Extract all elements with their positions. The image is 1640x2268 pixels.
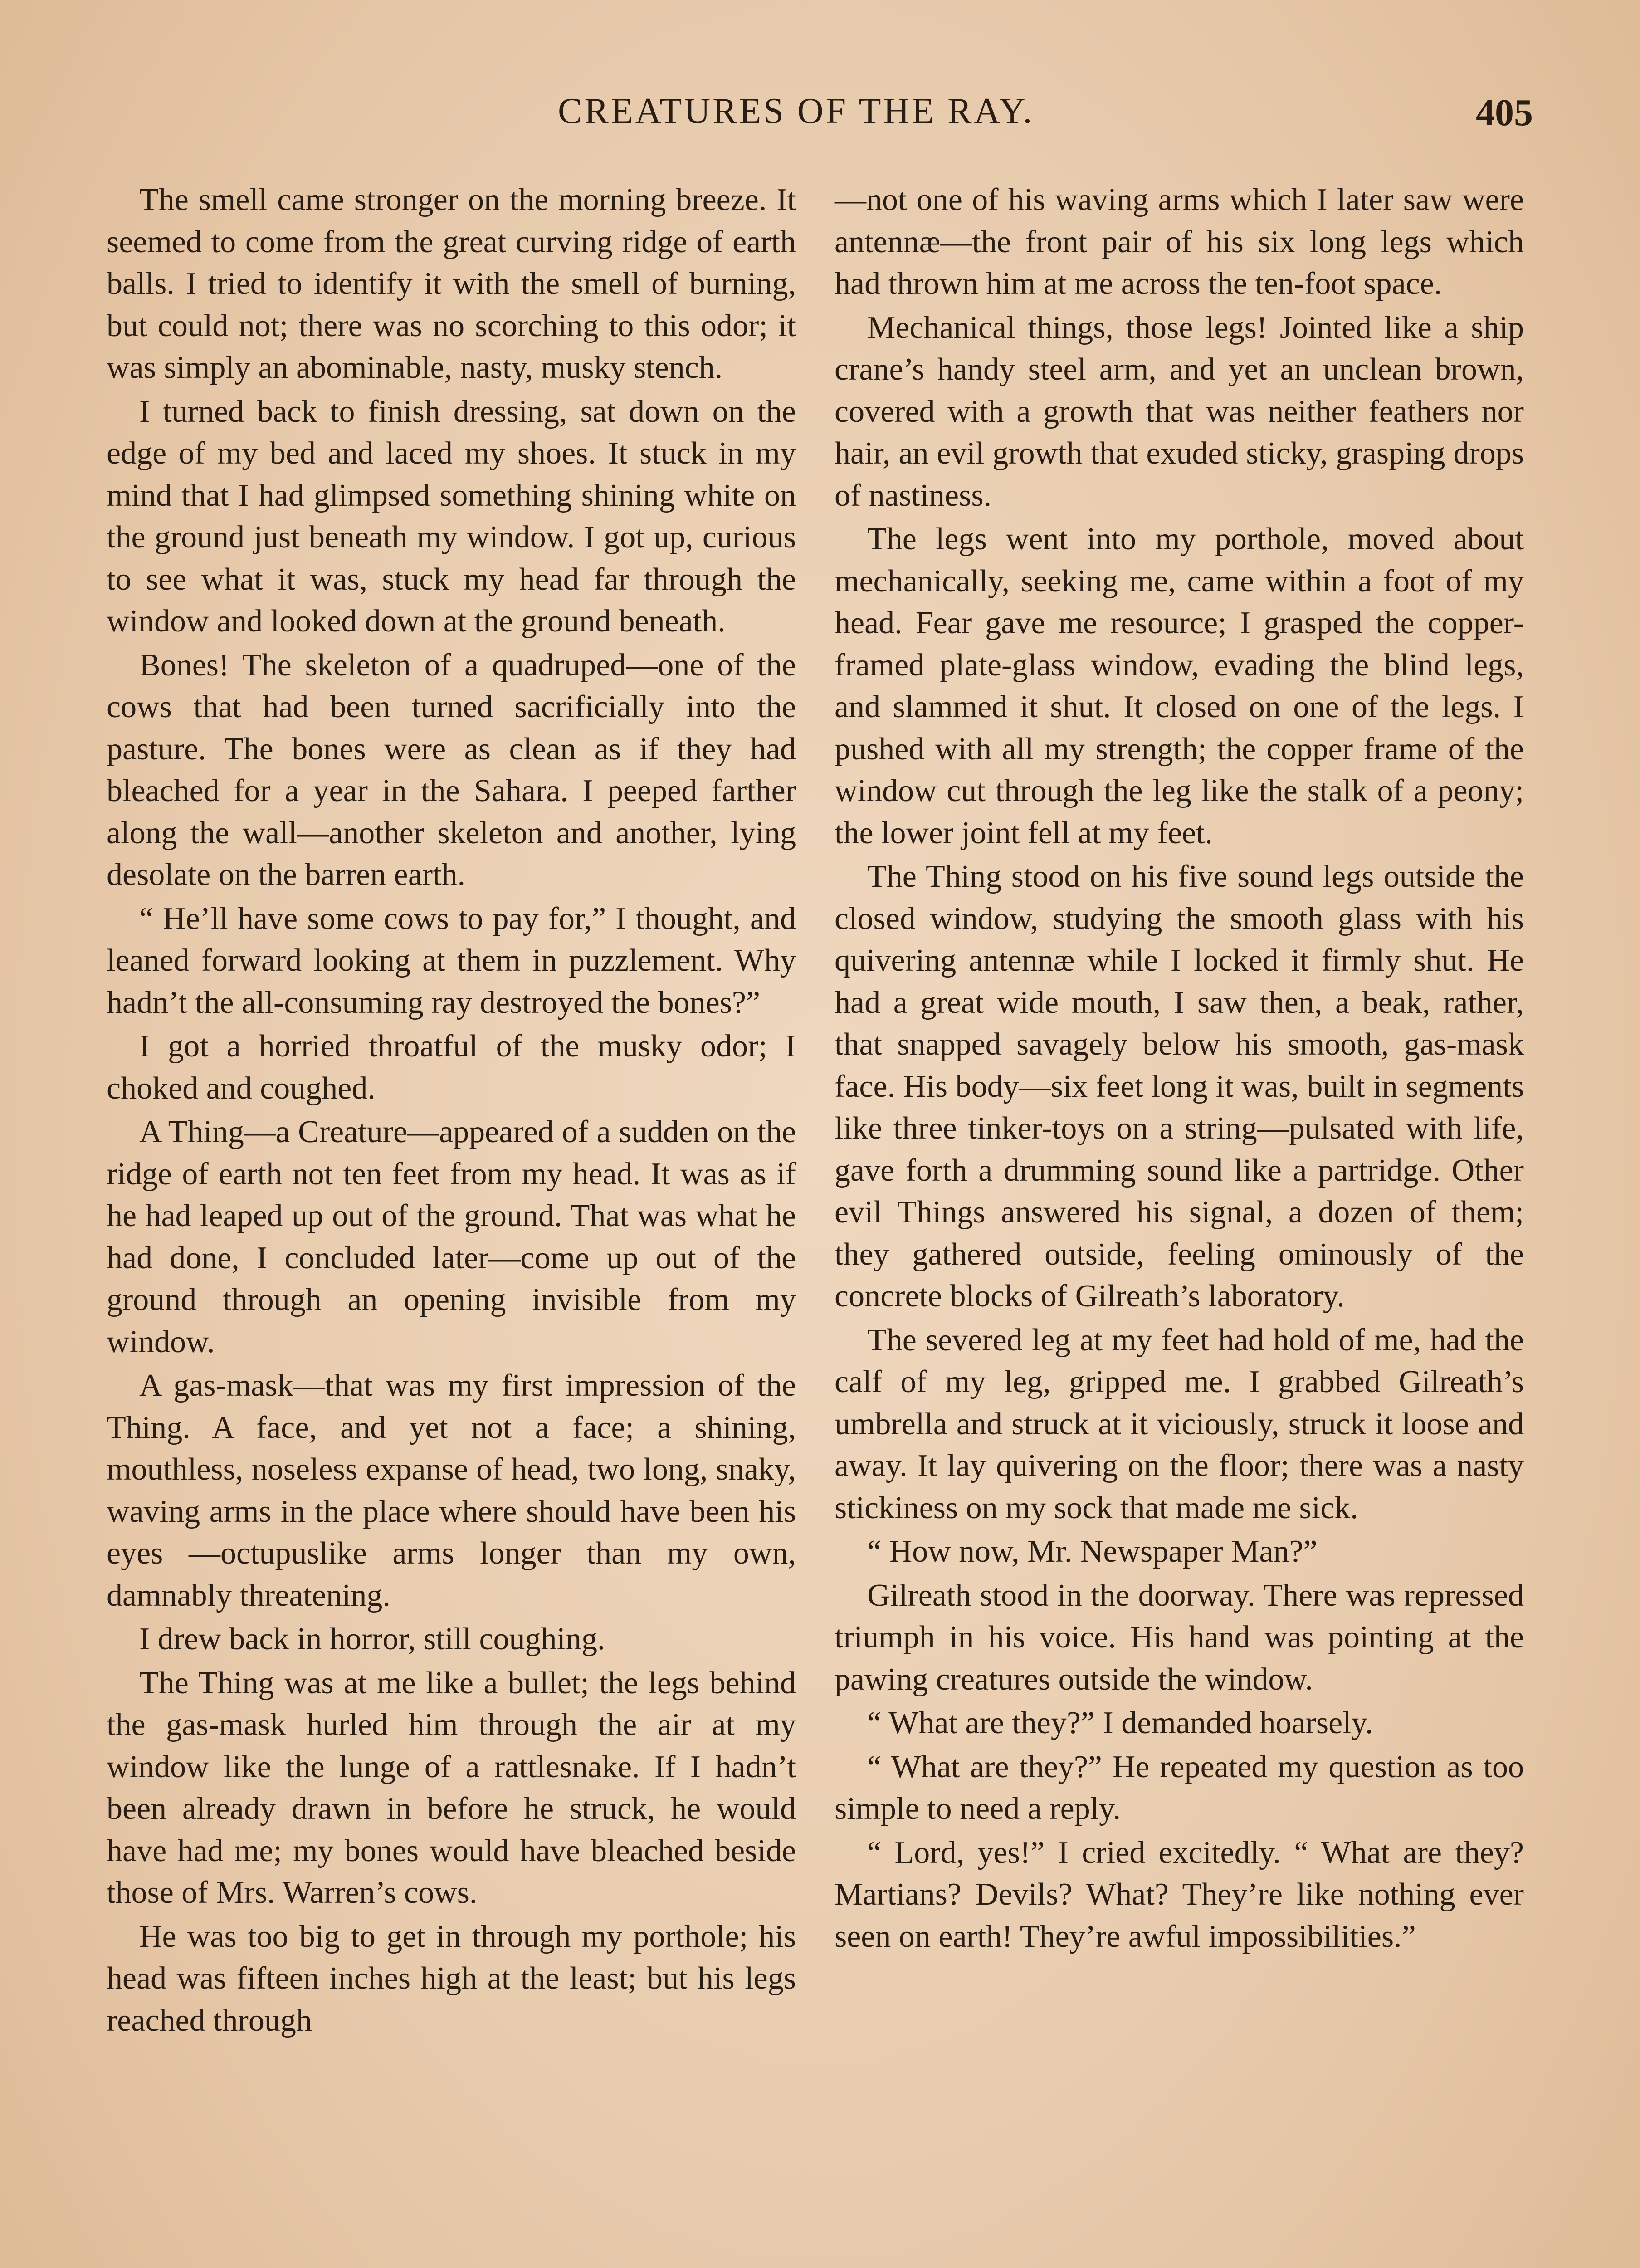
paragraph: I got a horried throatful of the musky odor; I choked and coughed. (107, 1029, 796, 1106)
page-header (113, 91, 1533, 145)
paragraph: “ Lord, yes!” I cried excitedly. “ What are they? Martians? Devils? What? They’re like nothing ever seen on earth! They’re awful impossibilities.” (835, 1835, 1524, 1954)
paragraph: The severed leg at my feet had hold of me, had the calf of my leg, gripped me. I grabbed Gilreath’s umbrella and struck at it viciously, struck it loose and away. It lay quivering on the floor; there was a nasty stickiness on my sock that made me sick. (835, 1322, 1524, 1525)
paragraph: “ How now, Mr. Newspaper Man?” (867, 1534, 1318, 1569)
paragraph: “ What are they?” He repeated my question as too simple to need a reply. (835, 1749, 1524, 1826)
paragraph: I turned back to finish dressing, sat down on the edge of my bed and laced my shoes. It stuck in my mind that I had glimpsed something shining white on the ground just beneath my window. I got up, curious to see what it was, stuck my head far through the window and looked down at the ground beneath. (107, 394, 796, 639)
paragraph: “ What are they?” I demanded hoarsely. (867, 1706, 1373, 1740)
paragraph: A Thing—a Creature—appeared of a sudden on the ridge of earth not ten feet from my head. It was as if he had leaped up out of the ground. That was what he had done, I concluded later—come up out of the ground through an opening invisible from my window. (107, 1114, 796, 1359)
paragraph: A gas-mask—that was my first impression of the Thing. A face, and yet not a face; a shining, mouthless, noseless expanse of head, two long, snaky, waving arms in the place where should have been his eyes —octupuslike arms longer than my own, damnably threatening. (107, 1368, 796, 1613)
paragraph: I drew back in horror, still coughing. (139, 1622, 605, 1657)
page-number: 405 (1476, 92, 1533, 134)
paragraph: The Thing stood on his five sound legs outside the closed window, studying the smooth glass with his quivering antennæ while I locked it firmly shut. He had a great wide mouth, I saw then, a beak, rather, that snapped savagely below his smooth, gas-mask face. His body—six feet long it was, built in segments like three tinker-toys on a string—pulsated with life, gave forth a drumming sound like a partridge. Other evil Things answered his signal, a dozen of them; they gathered outside, feeling ominously of the concrete blocks of Gilreath’s laboratory. (835, 859, 1524, 1314)
paragraph: Gilreath stood in the doorway. There was repressed triumph in his voice. His hand was pointing at the pawing creatures outside the window. (835, 1578, 1524, 1697)
paragraph: Mechanical things, those legs! Jointed like a ship crane’s handy steel arm, and yet an unclean brown, covered with a growth that was neither feathers nor hair, an evil growth that exuded sticky, grasping drops of nastiness. (835, 310, 1524, 513)
paragraph: The Thing was at me like a bullet; the legs behind the gas-mask hurled him through the air at my window like the lunge of a rattlesnake. If I hadn’t been already drawn in before he struck, he would have had me; my bones would have bleached beside those of Mrs. Warren’s cows. (107, 1665, 796, 1910)
running-title: CREATURES OF THE RAY. (558, 91, 1035, 131)
right-text-column (835, 179, 1524, 1960)
paragraph: The legs went into my porthole, moved about mechanically, seeking me, came within a foot of my head. Fear gave me resource; I grasped the copper-framed plate-glass window, evading the blind legs, and slammed it shut. It closed on one of the legs. I pushed with all my strength; the copper frame of the window cut through the leg like the stalk of a peony; the lower joint fell at my feet. (835, 522, 1524, 850)
paragraph: Bones! The skeleton of a quadruped—one of the cows that had been turned sacrificially into the pasture. The bones were as clean as if they had bleached for a year in the Sahara. I peeped farther along the wall—another skeleton and another, lying desolate on the barren earth. (107, 647, 796, 892)
paragraph: “ He’ll have some cows to pay for,” I thought, and leaned forward looking at them in puzzlement. Why hadn’t the all-consuming ray destroyed the bones?” (107, 901, 796, 1020)
paragraph: —not one of his waving arms which I later saw were antennæ—the front pair of his six long legs which had thrown him at me across the ten-foot space. (835, 182, 1524, 301)
paragraph: The smell came stronger on the morning breeze. It seemed to come from the great curving ridge of earth balls. I tried to identify it with the smell of burning, but could not; there was no scorching to this odor; it was simply an abominable, nasty, musky stench. (107, 182, 796, 385)
left-text-column (107, 179, 796, 2043)
paragraph: He was too big to get in through my porthole; his head was fifteen inches high at the least; but his legs reached through (107, 1919, 796, 2038)
